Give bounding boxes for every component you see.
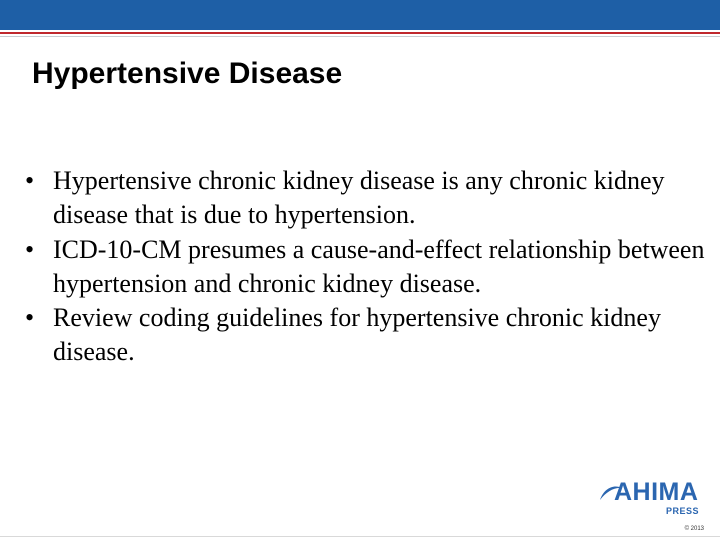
bullet-glyph: • [25, 234, 35, 264]
logo-wordmark: AHIMA [614, 478, 699, 506]
header-grey-rule [0, 36, 720, 37]
ahima-press-logo [594, 478, 704, 524]
bullet-item [25, 301, 705, 370]
footer-rule [0, 536, 720, 537]
header-red-rule [0, 32, 720, 34]
bullet-text: ICD-10-CM presumes a cause-and-effect relationship between hypertension and chronic kidney disease. [53, 234, 705, 298]
bullet-glyph: • [25, 166, 35, 195]
header-bar [0, 0, 720, 30]
bullet-list [25, 164, 705, 370]
bullet-item [25, 164, 705, 233]
slide-title: Hypertensive Disease [32, 57, 343, 90]
bullet-glyph: • [25, 303, 35, 333]
logo-subtitle: PRESS [665, 506, 699, 516]
copyright-text: © 2013 [684, 526, 704, 532]
bullet-text: Review coding guidelines for hypertensive chronic kidney disease. [53, 303, 661, 367]
bullet-item [25, 233, 705, 302]
bullet-text: Hypertensive chronic kidney disease is any chronic kidney disease that is due to hypertension. [53, 166, 665, 230]
